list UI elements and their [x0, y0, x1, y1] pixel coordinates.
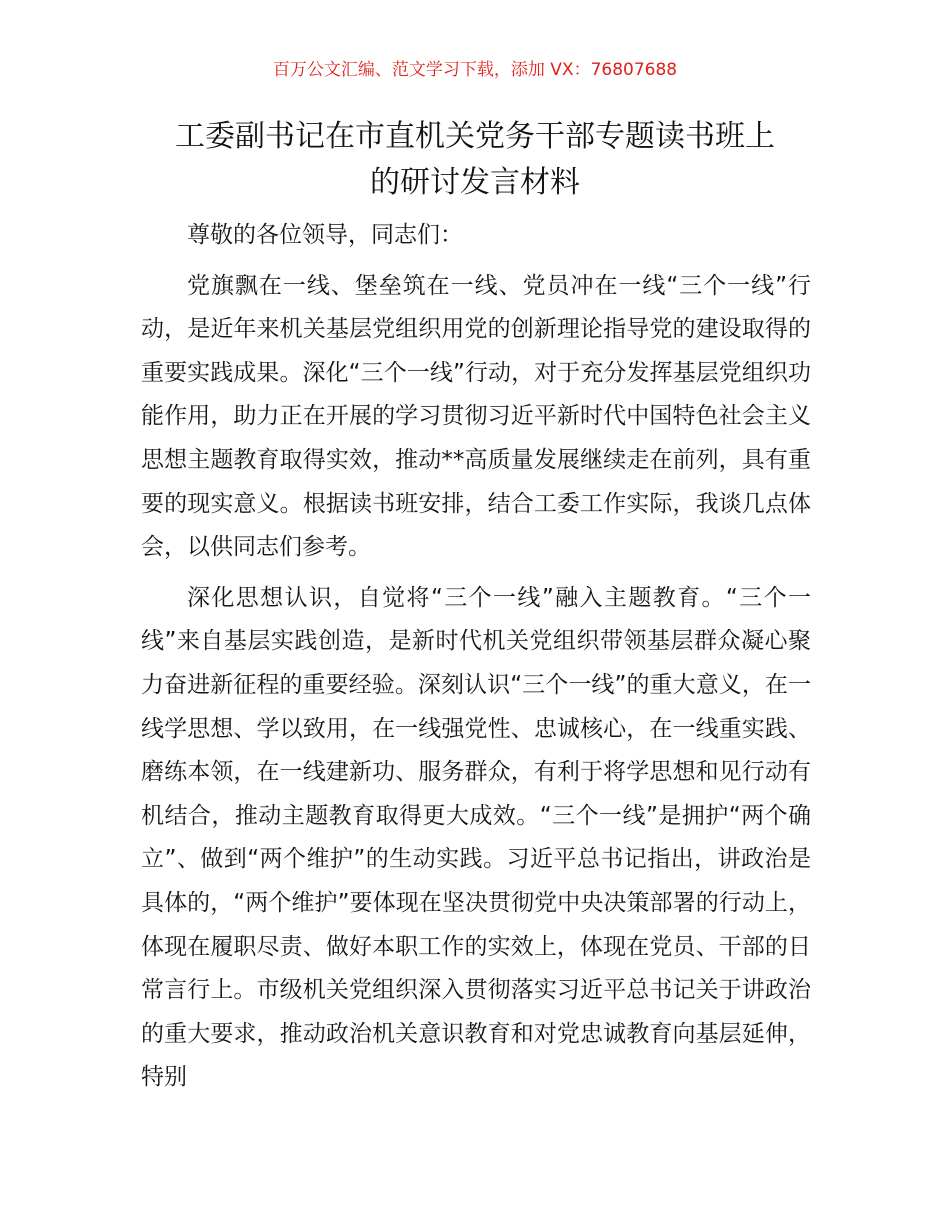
- header-notice: 百万公文汇编、范文学习下载，添加 VX：76807688: [272, 60, 678, 80]
- paragraph: 深化思想认识，自觉将“三个一线”融入主题教育。“三个一线”来自基层实践创造，是新时代机关党组织带领基层群众凝心聚力奋进新征程的重要经验。深刻认识“三个一线”的重大意义，在一线学思想、学以致用，在一线强党性、忠诚核心，在一线重实践、磨练本领，在一线建新功、服务群众，有利于将学思想和见行动有机结合，推动主题教育取得更大成效。“三个一线”是拥护“两个确立”、做到“两个维护”的生动实践。习近平总书记指出，讲政治是具体的，“两个维护”要体现在坚决贯彻党中央决策部署的行动上，体现在履职尽责、做好本职工作的实效上，体现在党员、干部的日常言行上。市级机关党组织深入贯彻落实习近平总书记关于讲政治的重大要求，推动政治机关意识教育和对党忠诚教育向基层延伸，特别: [141, 584, 811, 1091]
- salutation: 尊敬的各位领导，同志们：: [187, 222, 463, 248]
- paragraph: 党旗飘在一线、堡垒筑在一线、党员冲在一线“三个一线”行动，是近年来机关基层党组织用党的创新理论指导党的建设取得的重要实践成果。深化“三个一线”行动，对于充分发挥基层党组织功能作用，助力正在开展的学习贯彻习近平新时代中国特色社会主义思想主题教育取得实效，推动**高质量发展继续走在前列，具有重要的现实意义。根据读书班安排，结合工委工作实际，我谈几点体会，以供同志们参考。: [141, 272, 811, 561]
- title-line-2: 的研讨发言材料: [370, 165, 580, 200]
- title-line-1: 工委副书记在市直机关党务干部专题读书班上: [175, 119, 775, 154]
- document-body: [141, 214, 811, 1100]
- document-title: [140, 114, 810, 206]
